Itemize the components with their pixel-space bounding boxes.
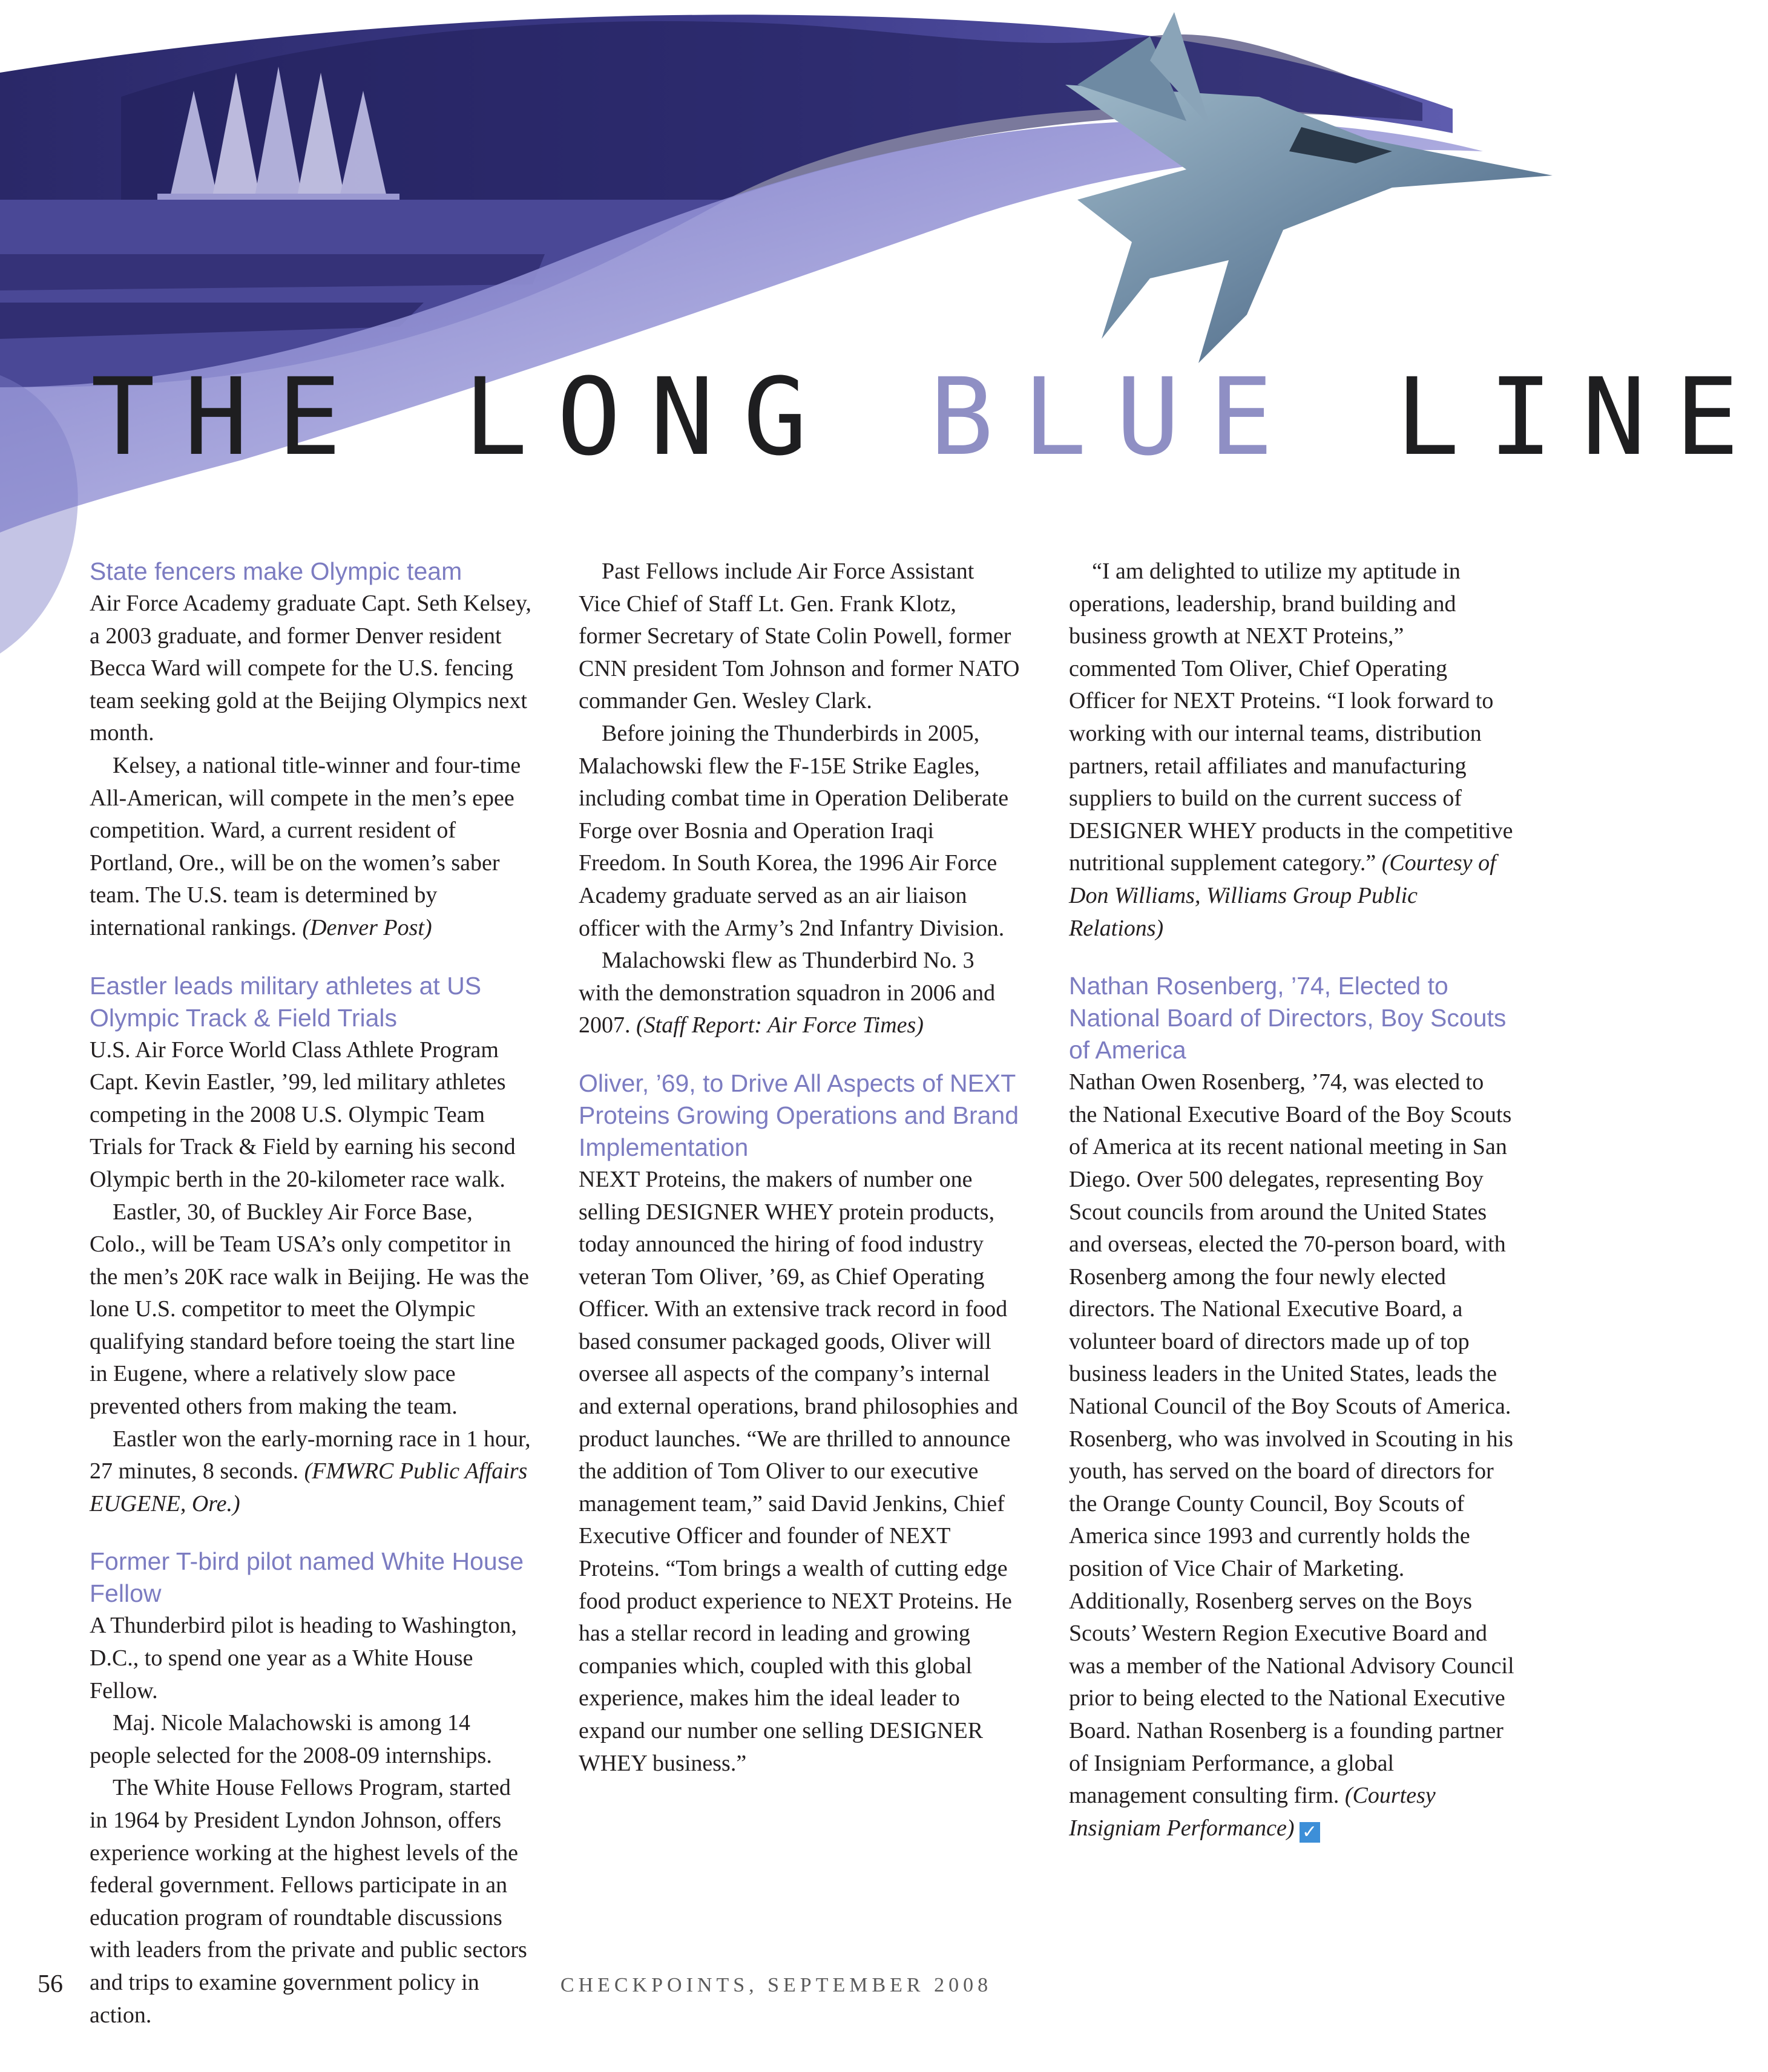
checkmark-icon: ✓ [1300,1822,1320,1843]
article-paragraph: Past Fellows include Air Force Assistant Vice Chief of Staff Lt. Gen. Frank Klotz, former Secretary of State Colin Powell, former CNN president Tom Johnson and former NATO commander Gen. Wesley Clark. [579,559,1020,714]
title-part-3: LINE [1395,355,1768,479]
title-part-1: THE LONG [91,355,836,479]
column-3 [1069,556,1517,1844]
article-headline-fencers: State fencers make Olympic team [90,557,462,585]
column-1 [90,556,533,2031]
article-headline-eastler: Eastler leads military athletes at US Olympic Track & Field Trials [90,971,482,1032]
article-paragraph: U.S. Air Force World Class Athlete Program Capt. Kevin Eastler, ’99, led military athletes competing in the 2008 U.S. Olympic Team Trials for Track & Field by earning his second Olympic berth in the 20-kilometer race walk. [90,1037,516,1192]
article-paragraph: Nathan Owen Rosenberg, ’74, was elected to the National Executive Board of the Boy Scouts of America at its recent national meeting in San Diego. Over 500 delegates, representing Boy Scout councils from around the United States and overseas, elected the 70-person board, with Rosenberg among the four newly elected directors. The National Executive Board, a volunteer board of directors made up of top business leaders in the United States, leads the National Council of the Boy Scouts of America. Rosenberg, who was involved in Scouting in his youth, has served on the board of directors for the Orange County Council, Boy Scouts of America since 1993 and currently holds the position of Vice Chair of Marketing. Additionally, Rosenberg serves on the Boys Scouts’ Western Region Executive Board and was a member of the National Advisory Council prior to being elected to the National Executive Board. Nathan Rosenberg is a founding partner of Insigniam Performance, a global management consulting firm. (Courtesy Insigniam Performance) ✓ [1069,1069,1514,1843]
article-headline-oliver: Oliver, ’69, to Drive All Aspects of NEXT Proteins Growing Operations and Brand Implementation [579,1069,1019,1161]
page-title [91,355,1768,479]
column-2 [579,556,1020,1780]
article-paragraph: A Thunderbird pilot is heading to Washington, D.C., to spend one year as a White House Fellow. [90,1613,517,1703]
page-number: 56 [38,1970,63,1998]
article-paragraph: Air Force Academy graduate Capt. Seth Kelsey, a 2003 graduate, and former Denver resident Becca Ward will compete for the U.S. fencing team seeking gold at the Beijing Olympics next month. [90,591,531,746]
article-paragraph: Maj. Nicole Malachowski is among 14 people selected for the 2008-09 internships. [90,1710,492,1768]
article-credit: (Denver Post) [302,914,432,940]
article-paragraph: “I am delighted to utilize my aptitude in operations, leadership, brand building and business growth at NEXT Proteins,” commented Tom Oliver, Chief Operating Officer for NEXT Proteins. “I look forward to working with our internal teams, distribution partners, retail affiliates and manufacturing suppliers to build on the current success of DESIGNER WHEY products in the competitive nutritional supplement category.” (Courtesy of Don Williams, Williams Group Public Relations) [1069,559,1513,941]
article-credit: (Courtesy Insigniam Performance) [1069,1783,1436,1841]
title-part-2: BLUE [929,355,1303,479]
article-paragraph: Eastler won the early-morning race in 1 hour, 27 minutes, 8 seconds. (FMWRC Public Affairs EUGENE, Ore.) [90,1426,531,1516]
article-credit: (Courtesy of Don Williams, Williams Group Public Relations) [1069,850,1496,941]
article-headline-rosenberg: Nathan Rosenberg, ’74, Elected to National Board of Directors, Boy Scouts of America [1069,972,1507,1064]
article-credit: (Staff Report: Air Force Times) [636,1012,924,1038]
article-paragraph: The White House Fellows Program, started in 1964 by President Lyndon Johnson, offers experience working at the highest levels of the federal government. Fellows participate in an education program of roundtable discussions with leaders from the private and public sectors and trips to examine government policy in action. [90,1775,527,2028]
article-paragraph: Before joining the Thunderbirds in 2005, Malachowski flew the F-15E Strike Eagles, including combat time in Operation Deliberate Forge over Bosnia and Operation Iraqi Freedom. In South Korea, the 1996 Air Force Academy graduate served as an air liaison officer with the Army’s 2nd Infantry Division. [579,720,1009,941]
publication-footer: CHECKPOINTS, SEPTEMBER 2008 [560,1974,993,1996]
article-paragraph: NEXT Proteins, the makers of number one selling DESIGNER WHEY protein products, today announced the hiring of food industry veteran Tom Oliver, ’69, as Chief Operating Officer. With an extensive track record in food based consumer packaged goods, Oliver will oversee all aspects of the company’s internal and external operations, brand philosophies and product launches. “We are thrilled to announce the addition of Tom Oliver to our executive management team,” said David Jenkins, Chief Executive Officer and founder of NEXT Proteins. “Tom brings a wealth of cutting edge food product experience to NEXT Proteins. He has a stellar record in leading and growing companies which, coupled with this global experience, makes him the ideal leader to expand our number one selling DESIGNER WHEY business.” [579,1166,1019,1776]
article-credit: (FMWRC Public Affairs EUGENE, Ore.) [90,1458,528,1516]
article-paragraph: Kelsey, a national title-winner and four-time All-American, will compete in the men’s epee competition. Ward, a current resident of Portland, Ore., will be on the women’s saber team. The U.S. team is determined by international rankings. (Denver Post) [90,752,521,940]
article-headline-tbird: Former T-bird pilot named White House Fellow [90,1547,524,1608]
article-paragraph: Malachowski flew as Thunderbird No. 3 with the demonstration squadron in 2006 and 2007. (Staff Report: Air Force Times) [579,948,996,1038]
article-paragraph: Eastler, 30, of Buckley Air Force Base, Colo., will be Team USA’s only competitor in the men’s 20K race walk in Beijing. He was the lone U.S. competitor to meet the Olympic qualifying standard before toeing the start line in Eugene, where a relatively slow pace prevented others from making the team. [90,1199,530,1420]
